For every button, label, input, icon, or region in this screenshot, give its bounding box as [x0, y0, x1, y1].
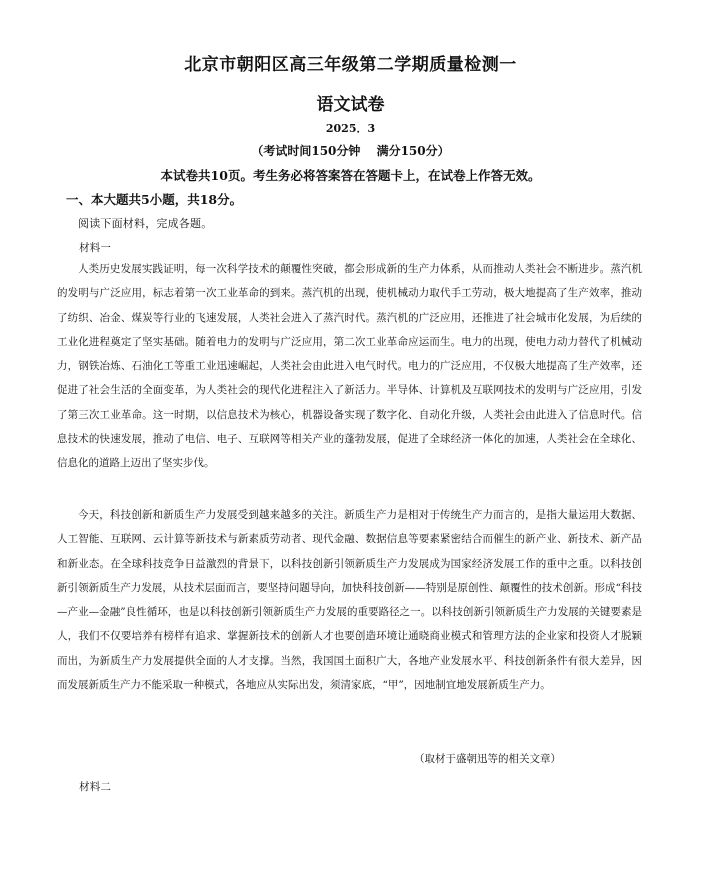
- exam-subject: 语文试卷: [316, 95, 385, 115]
- material-1-paragraph-2: 今天，科技创新和新质生产力发展受到越来越多的关注。新质生产力是相对于传统生产力而言的，是指大量运用大数据、人工智能、互联网、云计算等新技术与新素质劳动者、现代金融、数据信息等要素紧密结合而催生的新产业、新技术、新产品和新业态。在全球科技竞争日益激烈的背景下，以科技创新引领新质生产力发展成为国家经济发展工作的重中之重。以科技创新引领新质生产力发展，从技术层面而言，要坚持问题导向，加快科技创新——特别是原创性、颠覆性的技术创新。形成“科技—产业—金融”良性循环，也是以科技创新引领新质生产力发展的重要路径之一。以科技创新引领新质生产力发展的关键要素是人，我们不仅要培养有榜样有追求、掌握新技术的创新人才也要创造环境让通晓商业模式和管理方法的企业家和投资人才脱颖而出，为新质生产力发展提供全面的人才支撑。当然，我国国土面积广大，各地产业发展水平、科技创新条件有很大差异，因而发展新质生产力不能采取一种模式，各地应从实际出发，须清家底，“甲”，因地制宜地发展新质生产力。: [57, 509, 642, 692]
- section-heading: 一、本大题共5小题，共18分。: [66, 192, 243, 207]
- material-2-label: 材料二: [79, 781, 112, 793]
- reading-instruction: 阅读下面材料，完成各题。: [78, 217, 213, 230]
- material-1-label: 材料一: [79, 242, 112, 254]
- exam-duration-score: （考试时间150分钟 满分150分）: [251, 144, 450, 158]
- exam-title: 北京市朝阳区高三年级第二学期质量检测一: [184, 55, 517, 75]
- exam-date: 2025．3: [325, 122, 376, 135]
- material-source: （取材于盛朝迅等的相关文章）: [414, 753, 561, 765]
- material-1-paragraph-1: 人类历史发展实践证明，每一次科学技术的颠覆性突破，都会形成新的生产力体系，从而推动人类社会不断进步。蒸汽机的发明与广泛应用，标志着第一次工业革命的到来。蒸汽机的出现，使机械动力取代手工劳动，极大地提高了生产效率，推动了纺织、冶金、煤炭等行业的飞速发展，人类社会进入了蒸汽时代。蒸汽机的广泛应用，还推进了社会城市化发展，为后续的工业化进程奠定了坚实基础。随着电力的发明与广泛应用，第二次工业革命应运而生。电力的出现，使电力动力替代了机械动力，钢铁冶炼、石油化工等重工业迅速崛起，人类社会由此进入电气时代。电力的广泛应用，不仅极大地提高了生产效率，还促进了社会生活的全面变革，为人类社会的现代化进程注入了新活力。半导体、计算机及互联网技术的发明与广泛应用，引发了第三次工业革命。这一时期，以信息技术为核心，机器设备实现了数字化、自动化升级，人类社会由此进入了信息时代。信息技术的快速发展，推动了电信、电子、互联网等相关产业的蓬勃发展，促进了全球经济一体化的加速，人类社会在全球化、信息化的道路上迈出了坚实步伐。: [57, 263, 642, 470]
- exam-notice: 本试卷共10页。考生务必将答案答在答题卡上，在试卷上作答无效。: [160, 168, 541, 183]
